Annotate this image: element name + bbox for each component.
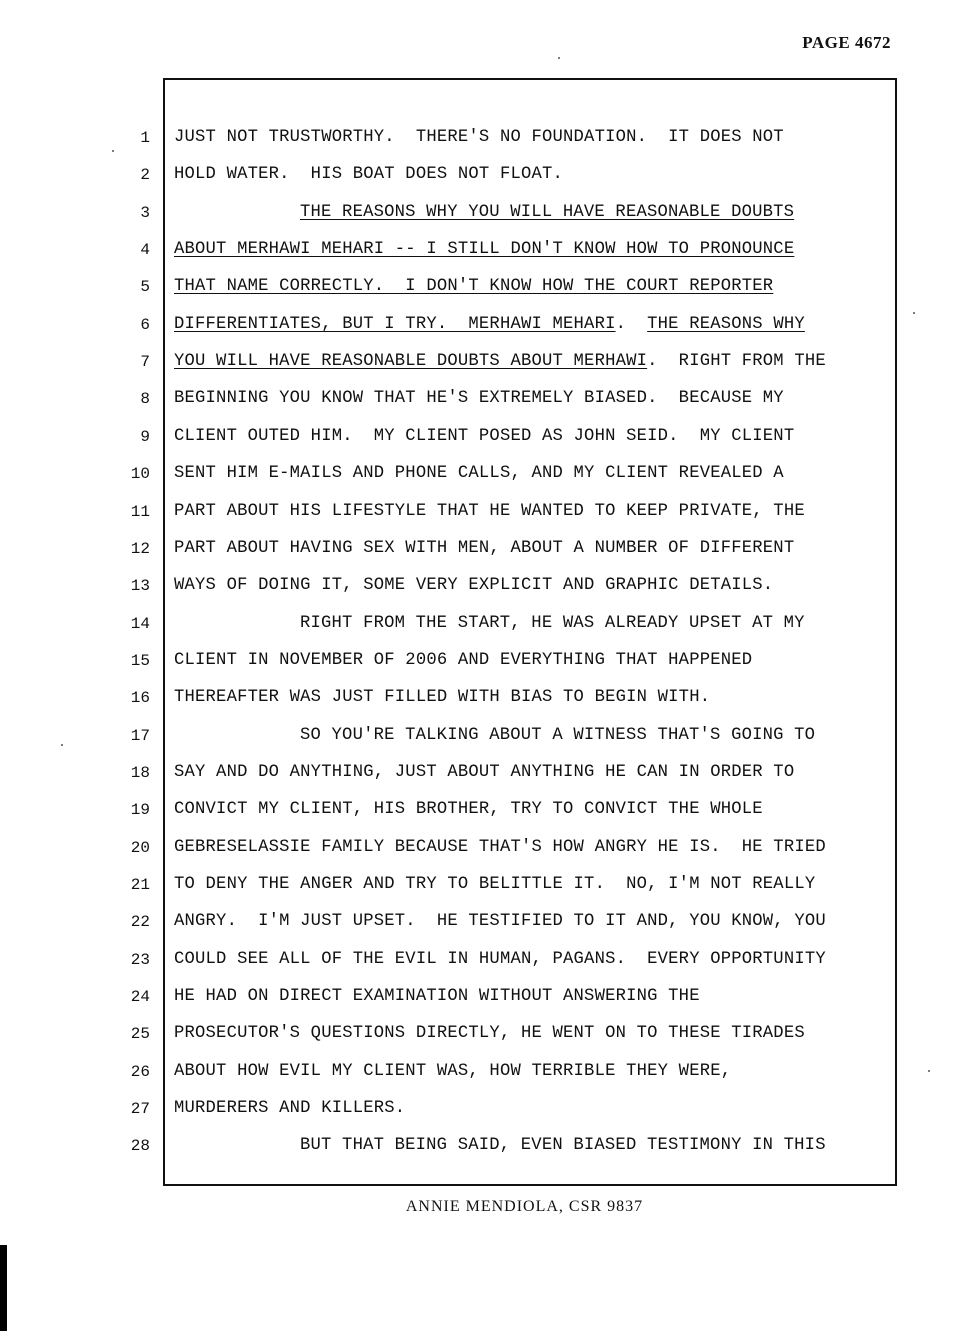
- line-number: 4: [140, 241, 150, 260]
- transcript-line: [174, 1024, 805, 1044]
- transcript-line: [174, 502, 805, 522]
- transcript-line: [174, 240, 794, 260]
- transcript-line: [174, 464, 784, 484]
- line-text: CONVICT MY CLIENT, HIS BROTHER, TRY TO CONVICT THE WHOLE: [174, 800, 763, 820]
- transcript-line: [174, 1099, 405, 1119]
- transcript-line: [174, 352, 826, 372]
- line-number: 24: [130, 988, 150, 1007]
- line-text: PART ABOUT HIS LIFESTYLE THAT HE WANTED TO KEEP PRIVATE, THE: [174, 501, 805, 521]
- underlined-text: ABOUT MERHAWI MEHARI -- I STILL DON'T KNOW HOW TO PRONOUNCE: [174, 240, 795, 260]
- transcript-line: [174, 688, 710, 708]
- line-text: SAY AND DO ANYTHING, JUST ABOUT ANYTHING HE CAN IN ORDER TO: [174, 762, 795, 782]
- line-number: 3: [140, 203, 150, 222]
- transcript-line: [174, 315, 805, 335]
- line-number: 17: [130, 726, 150, 745]
- line-text: PART ABOUT HAVING SEX WITH MEN, ABOUT A NUMBER OF DIFFERENT: [174, 538, 795, 558]
- transcript-line: [174, 128, 784, 148]
- line-number: 20: [130, 838, 150, 857]
- line-text: WAYS OF DOING IT, SOME VERY EXPLICIT AND GRAPHIC DETAILS.: [174, 576, 774, 596]
- line-text: SENT HIM E-MAILS AND PHONE CALLS, AND MY CLIENT REVEALED A: [174, 464, 784, 484]
- transcript-line: [300, 614, 805, 634]
- line-number: 5: [140, 278, 150, 297]
- transcript-line: [174, 875, 815, 895]
- line-text: CLIENT IN NOVEMBER OF 2006 AND EVERYTHING THAT HAPPENED: [174, 650, 753, 670]
- line-text: CLIENT OUTED HIM. MY CLIENT POSED AS JOHN SEID. MY CLIENT: [174, 426, 795, 446]
- scan-speck: [913, 312, 915, 314]
- line-text: SO YOU'RE TALKING ABOUT A WITNESS THAT'S GOING TO: [300, 725, 816, 745]
- scan-speck: [558, 57, 560, 59]
- line-number: 11: [130, 502, 150, 521]
- line-number: 22: [130, 913, 150, 932]
- line-number: 12: [130, 539, 150, 558]
- line-text: HE HAD ON DIRECT EXAMINATION WITHOUT ANSWERING THE: [174, 987, 700, 1007]
- line-text: MURDERERS AND KILLERS.: [174, 1099, 406, 1119]
- scan-speck: [61, 744, 63, 746]
- transcript-line: [174, 987, 700, 1007]
- line-number: 8: [140, 390, 150, 409]
- line-text: PROSECUTOR'S QUESTIONS DIRECTLY, HE WENT ON TO THESE TIRADES: [174, 1024, 805, 1044]
- transcript-line: [174, 763, 794, 783]
- line-number: 21: [130, 876, 150, 894]
- transcript-line: [174, 838, 826, 858]
- line-number: 1: [140, 129, 150, 147]
- line-text: JUST NOT TRUSTWORTHY. THERE'S NO FOUNDATION. IT DOES NOT: [174, 128, 784, 147]
- line-text: THEREAFTER WAS JUST FILLED WITH BIAS TO BEGIN WITH.: [174, 688, 711, 708]
- underlined-text: THAT NAME CORRECTLY. I DON'T KNOW HOW THE COURT REPORTER: [174, 277, 774, 297]
- transcript-line: [174, 427, 794, 447]
- line-text: BEGINNING YOU KNOW THAT HE'S EXTREMELY BIASED. BECAUSE MY: [174, 389, 784, 409]
- line-number: 15: [130, 651, 150, 670]
- transcript-line: [174, 800, 763, 820]
- transcript-line: [174, 539, 794, 559]
- court-reporter-footer: ANNIE MENDIOLA, CSR 9837: [405, 1198, 644, 1215]
- line-number: 19: [130, 801, 150, 820]
- transcript-line: [174, 389, 784, 409]
- transcript-line: [174, 1062, 731, 1082]
- scan-speck: [112, 150, 114, 152]
- page-number: PAGE 4672: [802, 33, 891, 52]
- line-number: 10: [130, 465, 150, 484]
- line-text: RIGHT FROM THE START, HE WAS ALREADY UPSET AT MY: [300, 613, 805, 633]
- line-text: ANGRY. I'M JUST UPSET. HE TESTIFIED TO IT AND, YOU KNOW, YOU: [174, 912, 826, 932]
- underlined-text: THE REASONS WHY: [647, 314, 805, 334]
- transcript-line: [174, 912, 826, 932]
- transcript-line: [300, 726, 815, 746]
- transcript-line: [174, 576, 773, 596]
- line-text: . RIGHT FROM THE: [647, 352, 826, 372]
- line-number: 16: [130, 689, 150, 708]
- line-number: 26: [130, 1062, 150, 1081]
- line-number: 27: [130, 1100, 150, 1119]
- line-text: .: [615, 314, 648, 334]
- line-text: HOLD WATER. HIS BOAT DOES NOT FLOAT.: [174, 165, 564, 185]
- line-text: ABOUT HOW EVIL MY CLIENT WAS, HOW TERRIBLE THEY WERE,: [174, 1061, 732, 1081]
- underlined-text: YOU WILL HAVE REASONABLE DOUBTS ABOUT MERHAWI: [174, 352, 648, 372]
- transcript-line: [300, 203, 794, 223]
- line-number: 25: [130, 1025, 150, 1044]
- underlined-text: THE REASONS WHY YOU WILL HAVE REASONABLE DOUBTS: [300, 202, 795, 222]
- line-number: 2: [140, 166, 150, 185]
- transcript-line: [174, 651, 752, 671]
- line-text: COULD SEE ALL OF THE EVIL IN HUMAN, PAGANS. EVERY OPPORTUNITY: [174, 949, 826, 969]
- line-number: 9: [140, 427, 150, 446]
- transcript-line: [300, 1136, 826, 1156]
- line-number: 7: [140, 353, 150, 372]
- transcript-line: [174, 950, 826, 970]
- underlined-text: DIFFERENTIATES, BUT I TRY. MERHAWI MEHARI: [174, 314, 616, 334]
- line-number: 13: [130, 577, 150, 596]
- line-number: 18: [130, 763, 150, 782]
- scan-edge-mark: [0, 1245, 7, 1331]
- line-text: TO DENY THE ANGER AND TRY TO BELITTLE IT. NO, I'M NOT REALLY: [174, 875, 816, 894]
- scan-speck: [928, 1070, 930, 1072]
- line-number: 14: [130, 614, 150, 633]
- line-number: 6: [140, 315, 150, 334]
- line-text: GEBRESELASSIE FAMILY BECAUSE THAT'S HOW ANGRY HE IS. HE TRIED: [174, 837, 826, 857]
- transcript-line: [174, 277, 773, 297]
- line-number: 28: [130, 1137, 150, 1156]
- line-number: 23: [130, 950, 150, 969]
- transcript-line: [174, 165, 563, 185]
- line-text: BUT THAT BEING SAID, EVEN BIASED TESTIMONY IN THIS: [300, 1136, 826, 1156]
